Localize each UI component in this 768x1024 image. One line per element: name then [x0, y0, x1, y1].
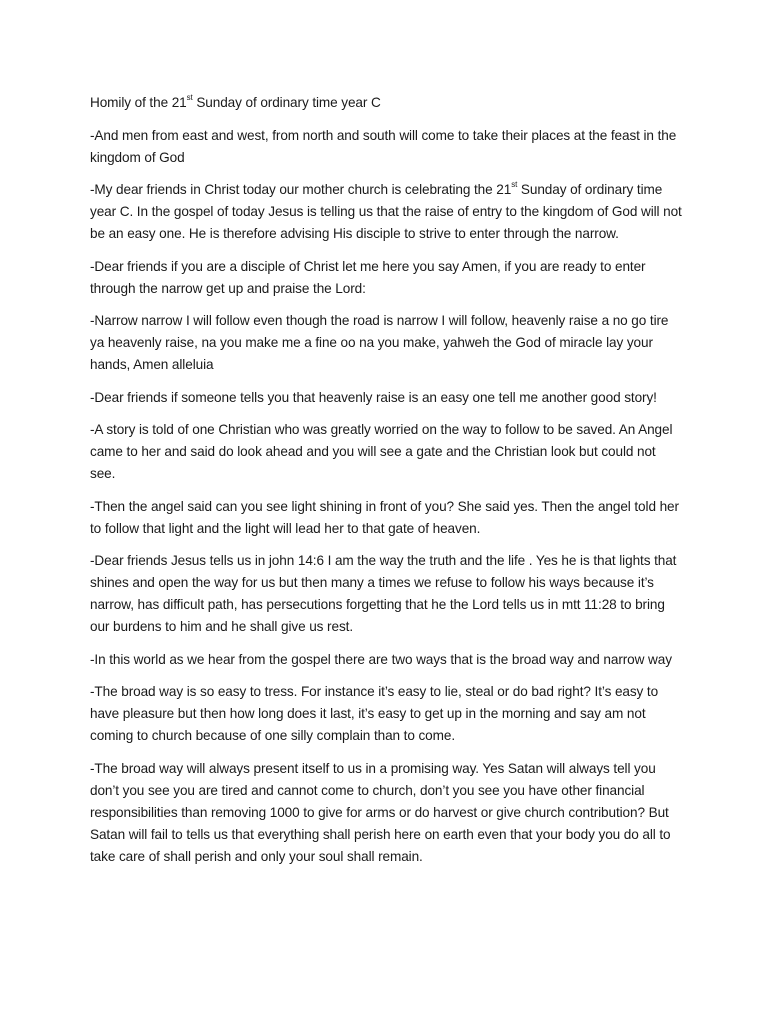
paragraph-story-prompt	[90, 387, 682, 409]
homily-title-text-rest: Sunday of ordinary time year C	[192, 95, 381, 110]
paragraph-text: -Dear friends Jesus tells us in john 14:6 I am the way the truth and the life . Yes he is that lights that shines and open the way for us but then many a times we refuse to follow his ways because it’s narrow, has difficult path, has persecutions forgetting that he the Lord tells us in mtt 11:28 to bring our burdens to him and he shall give us rest.	[90, 553, 677, 634]
paragraph-text: -Narrow narrow I will follow even though the road is narrow I will follow, heavenly raise a no go tire ya heavenly raise, na you make me a fine oo na you make, yahweh the God of miracle lay your hands, Amen alleluia	[90, 313, 669, 372]
paragraph-song	[90, 310, 682, 376]
paragraph-text: -Then the angel said can you see light shining in front of you? She said yes. Then the angel told her to follow that light and the light will lead her to that gate of heaven.	[90, 498, 679, 536]
homily-title-text: Homily of the 21	[90, 95, 187, 110]
paragraph-text: -Dear friends if someone tells you that heavenly raise is an easy one tell me another good story!	[90, 389, 657, 405]
paragraph-broad-way	[90, 681, 682, 747]
paragraph-the-way	[90, 550, 682, 638]
paragraph-text: -The broad way is so easy to tress. For instance it’s easy to lie, steal or do bad right? It’s easy to have pleasure but then how long does it last, it’s easy to get up in the morning and say am not coming to church because of one silly complain than to come.	[90, 684, 659, 743]
paragraph-satan-promise	[90, 758, 682, 868]
paragraph-text-rest: Sunday of ordinary time year C. In the gospel of today Jesus is telling us that the raise of entry to the kingdom of God will not be an easy one. He is therefore advising His disciple to strive to enter through the narrow.	[90, 182, 682, 241]
paragraph-text: -A story is told of one Christian who was greatly worried on the way to follow to be saved. An Angel came to her and said do look ahead and you will see a gate and the Christian look but could not see.	[90, 422, 673, 481]
homily-title	[90, 92, 682, 114]
paragraph-introduction	[90, 179, 682, 245]
ordinal-suffix: st	[511, 180, 518, 190]
paragraph-two-ways	[90, 649, 682, 671]
paragraph-story	[90, 419, 682, 485]
ordinal-suffix: st	[186, 93, 193, 103]
paragraph-text: -In this world as we hear from the gospel there are two ways that is the broad way and narrow way	[90, 651, 672, 667]
paragraph-text: -And men from east and west, from north and south will come to take their places at the feast in the kingdom of God	[90, 127, 677, 165]
paragraph-angel-light	[90, 496, 682, 540]
paragraph-text: -The broad way will always present itself to us in a promising way. Yes Satan will always tell you don’t you see you are tired and cannot come to church, don’t you see you have other financial responsibilities than removing 1000 to give for arms or do harvest or give church contribution? But Satan will fail to tells us that everything shall perish here on earth even that your body you do all to take care of shall perish and only your soul shall remain.	[90, 760, 671, 864]
document-body	[90, 92, 682, 878]
paragraph-text: -My dear friends in Christ today our mother church is celebrating the 21	[90, 182, 512, 197]
paragraph-text: -Dear friends if you are a disciple of Christ let me here you say Amen, if you are ready to enter through the narrow get up and praise the Lord:	[90, 258, 646, 296]
paragraph-call-to-praise	[90, 256, 682, 300]
paragraph-opening-verse	[90, 125, 682, 169]
